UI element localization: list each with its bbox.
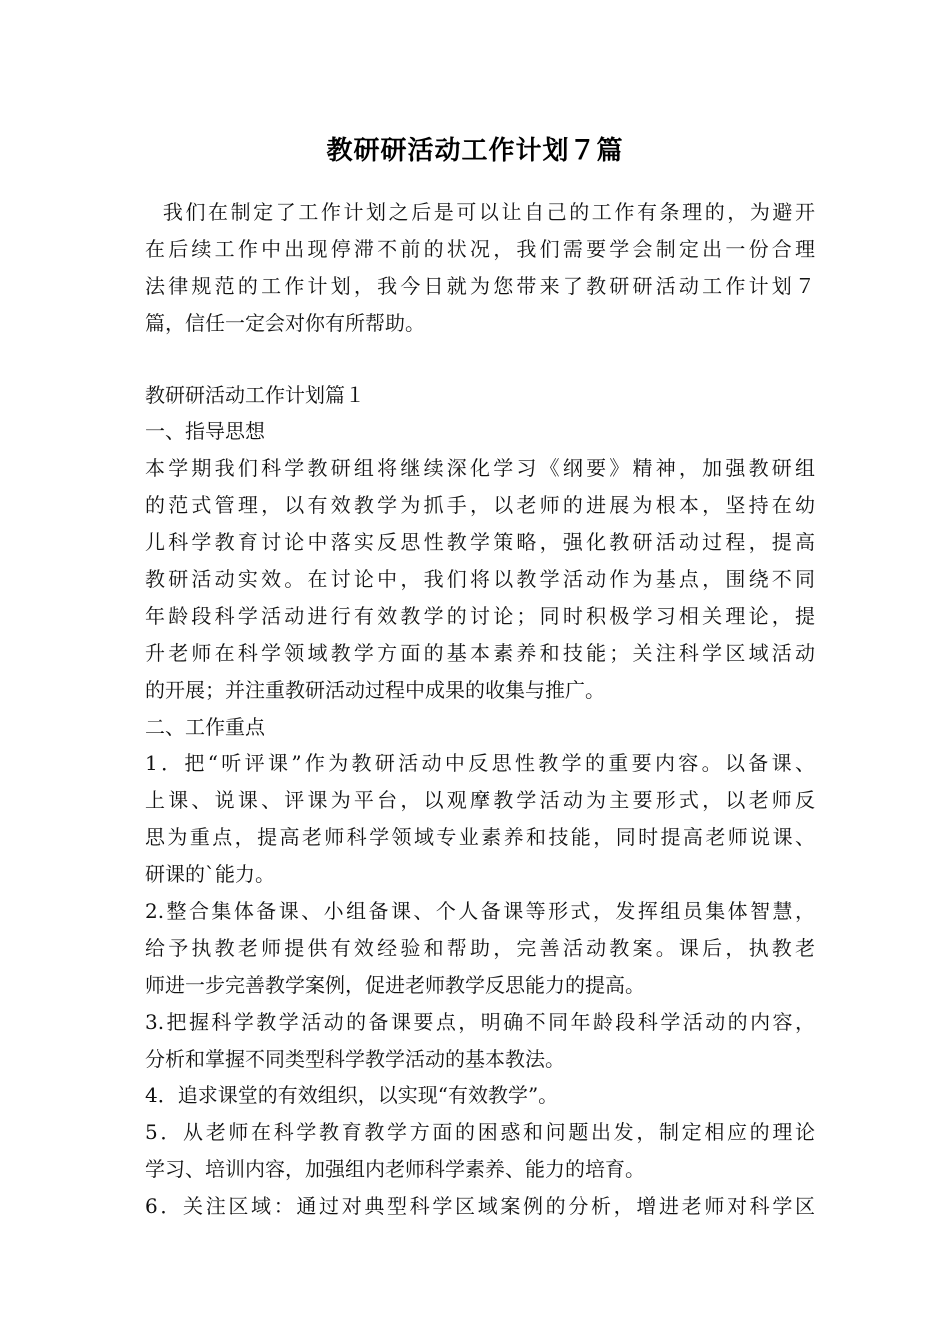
document-title: 教研研活动工作计划７篇 [326, 136, 624, 166]
item2-line: 给予执教老师提供有效经验和帮助，完善活动教案。课后，执教老 [145, 935, 815, 960]
item2-line: 2.整合集体备课、小组备课、个人备课等形式，发挥组员集体智慧， [145, 899, 815, 924]
item1-line: 上课、说课、评课为平台，以观摩教学活动为主要形式，以老师反 [145, 788, 815, 813]
part1-line: 年龄段科学活动进行有效教学的讨论；同时积极学习相关理论，提 [145, 603, 815, 628]
part1-line: 本学期我们科学教研组将继续深化学习《纲要》精神，加强教研组 [145, 456, 815, 481]
item5-line: 学习、培训内容，加强组内老师科学素养、能力的培育。 [145, 1157, 645, 1182]
paragraph-gap [145, 342, 815, 377]
item5-line: 5．从老师在科学教育教学方面的困惑和问题出发，制定相应的理论 [145, 1120, 815, 1145]
part2-heading: 二、工作重点 [145, 714, 265, 739]
part1-line: 教研活动实效。在讨论中，我们将以教学活动作为基点，围绕不同 [145, 567, 815, 592]
section-heading: 教研研活动工作计划篇１ [145, 382, 365, 407]
item4-line: 4．追求课堂的有效组织，以实现“有效教学”。 [145, 1083, 559, 1108]
part1-line: 的范式管理，以有效教学为抓手，以老师的进展为根本，坚持在幼 [145, 493, 815, 518]
item1-line: 研课的`能力。 [145, 862, 275, 887]
document-body [145, 194, 815, 1225]
intro-line: 在后续工作中出现停滞不前的状况，我们需要学会制定出一份合理 [145, 236, 815, 261]
part1-heading: 一、指导思想 [145, 419, 265, 444]
item3-line: 分析和掌握不同类型科学教学活动的基本教法。 [145, 1046, 565, 1071]
item2-line: 师进一步完善教学案例，促进老师教学反思能力的提高。 [145, 972, 645, 997]
intro-line: 法律规范的工作计划，我今日就为您带来了教研研活动工作计划７ [145, 273, 815, 298]
part1-line: 升老师在科学领域教学方面的基本素养和技能；关注科学区域活动 [145, 640, 815, 665]
item1-line: 1．把“听评课”作为教研活动中反思性教学的重要内容。以备课、 [145, 751, 815, 776]
intro-line: 我们在制定了工作计划之后是可以让自己的工作有条理的，为避开 [145, 200, 815, 224]
intro-line: 篇，信任一定会对你有所帮助。 [145, 310, 425, 335]
item6-line: 6．关注区域：通过对典型科学区域案例的分析，增进老师对科学区 [145, 1194, 815, 1219]
item1-line: 思为重点，提高老师科学领域专业素养和技能，同时提高老师说课、 [145, 825, 815, 850]
part1-line: 的开展；并注重教研活动过程中成果的收集与推广。 [145, 677, 605, 702]
part1-line: 儿科学教育讨论中落实反思性教学策略，强化教研活动过程，提高 [145, 530, 815, 555]
item3-line: 3.把握科学教学活动的备课要点，明确不同年龄段科学活动的内容， [145, 1009, 815, 1034]
